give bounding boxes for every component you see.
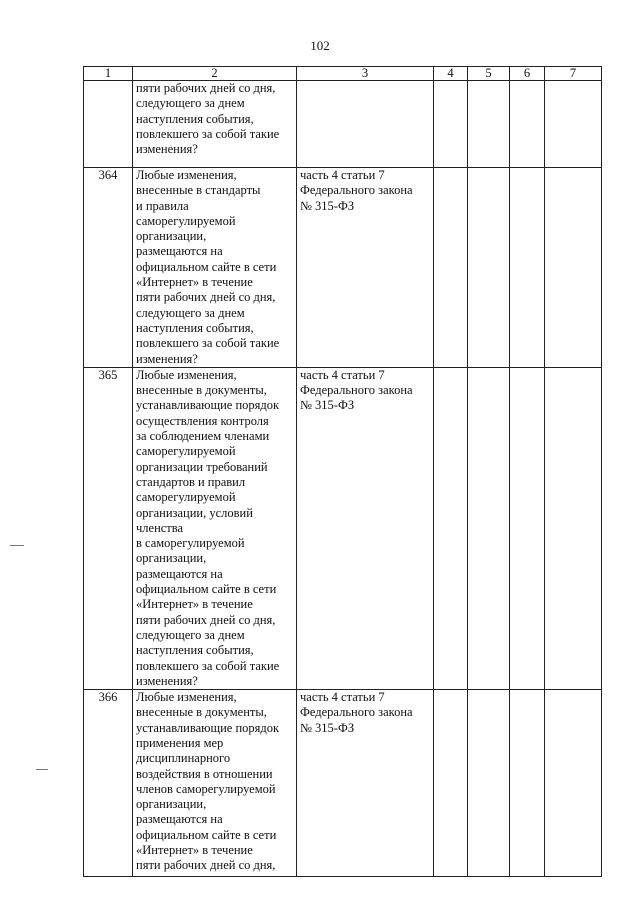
empty-cell: [510, 168, 545, 368]
requirement-line: за соблюдением членами: [136, 429, 270, 444]
legal-basis: [297, 81, 434, 168]
scan-edge-mark: [10, 545, 24, 546]
empty-cell: [468, 168, 510, 368]
requirement-line: Любые изменения,: [136, 690, 237, 705]
requirement-line: размещаются на: [136, 566, 223, 581]
requirement-line: официальном сайте в сети: [136, 582, 277, 597]
empty-cell: [510, 690, 545, 877]
legal-basis-line: часть 4 статьи 7: [300, 690, 385, 705]
column-header: 3: [297, 67, 434, 81]
legal-basis-line: № 315-ФЗ: [300, 720, 355, 735]
requirement-line: внесенные в стандарты: [136, 183, 261, 198]
requirement-line: пяти рабочих дней со дня,: [136, 612, 276, 627]
empty-cell: [545, 367, 602, 689]
requirement-line: организации требований: [136, 459, 268, 474]
empty-cell: [545, 168, 602, 368]
legal-basis: [297, 168, 434, 368]
column-header: 6: [510, 67, 545, 81]
requirement-line: воздействия в отношении: [136, 766, 273, 781]
requirement-line: следующего за днем: [136, 96, 245, 111]
empty-cell: [434, 690, 468, 877]
requirement-line: Любые изменения,: [136, 168, 237, 182]
requirement-line: «Интернет» в течение: [136, 597, 253, 612]
requirement-line: повлекшего за собой такие: [136, 658, 280, 673]
table-row: [84, 690, 602, 877]
requirement-line: и правила: [136, 198, 189, 213]
requirement-line: следующего за днем: [136, 627, 245, 642]
empty-cell: [468, 367, 510, 689]
requirement-line: официальном сайте в сети: [136, 827, 277, 842]
table-row: [84, 81, 602, 168]
requirement-line: применения мер: [136, 735, 224, 750]
table-row: [84, 367, 602, 689]
empty-cell: [434, 81, 468, 168]
requirement-text: [133, 81, 297, 168]
requirement-line: внесенные в документы,: [136, 383, 267, 398]
requirement-line: устанавливающие порядок: [136, 720, 280, 735]
empty-cell: [510, 81, 545, 168]
legal-basis-line: Федерального закона: [300, 705, 413, 720]
requirement-line: изменения?: [136, 142, 198, 157]
requirement-line: «Интернет» в течение: [136, 275, 253, 290]
empty-cell: [434, 168, 468, 368]
legal-basis-line: часть 4 статьи 7: [300, 168, 385, 182]
page-number: 102: [310, 38, 330, 53]
requirement-text: [133, 690, 297, 877]
empty-cell: [468, 690, 510, 877]
requirement-line: пяти рабочих дней со дня,: [136, 858, 276, 873]
requirement-line: повлекшего за собой такие: [136, 126, 280, 141]
requirement-line: саморегулируемой: [136, 444, 236, 459]
requirement-line: саморегулируемой: [136, 490, 236, 505]
requirement-line: изменения?: [136, 351, 198, 366]
row-number: 365: [84, 367, 133, 689]
requirement-line: размещаются на: [136, 812, 223, 827]
column-header: 4: [434, 67, 468, 81]
legal-basis: [297, 690, 434, 877]
requirement-line: пяти рабочих дней со дня,: [136, 290, 276, 305]
requirement-line: наступления события,: [136, 643, 254, 658]
requirement-line: изменения?: [136, 673, 198, 688]
legal-basis-line: № 315-ФЗ: [300, 398, 355, 413]
requirement-line: размещаются на: [136, 244, 223, 259]
requirement-line: «Интернет» в течение: [136, 843, 253, 858]
inspection-checklist-table: [83, 66, 602, 877]
empty-cell: [434, 367, 468, 689]
column-header: 5: [468, 67, 510, 81]
legal-basis: [297, 367, 434, 689]
table-row: [84, 168, 602, 368]
empty-cell: [545, 81, 602, 168]
requirement-line: организации,: [136, 797, 207, 812]
legal-basis-line: Федерального закона: [300, 383, 413, 398]
row-number: 366: [84, 690, 133, 877]
requirement-line: саморегулируемой: [136, 213, 236, 228]
requirement-line: членов саморегулируемой: [136, 781, 276, 796]
row-number: 364: [84, 168, 133, 368]
requirement-line: устанавливающие порядок: [136, 398, 280, 413]
requirement-line: стандартов и правил: [136, 474, 246, 489]
scan-edge-mark: [36, 769, 48, 770]
legal-basis-line: Федерального закона: [300, 183, 413, 198]
requirement-line: дисциплинарного: [136, 751, 231, 766]
requirement-line: Любые изменения,: [136, 367, 237, 382]
column-header: 1: [84, 67, 133, 81]
legal-basis-line: часть 4 статьи 7: [300, 367, 385, 382]
requirement-line: наступления события,: [136, 320, 254, 335]
empty-cell: [468, 81, 510, 168]
empty-cell: [545, 690, 602, 877]
requirement-line: наступления события,: [136, 111, 254, 126]
requirement-line: следующего за днем: [136, 305, 245, 320]
requirement-line: организации,: [136, 229, 207, 244]
requirement-line: официальном сайте в сети: [136, 259, 277, 274]
requirement-line: организации, условий: [136, 505, 253, 520]
requirement-line: в саморегулируемой: [136, 536, 245, 551]
legal-basis-line: № 315-ФЗ: [300, 198, 355, 213]
requirement-line: организации,: [136, 551, 207, 566]
requirement-text: [133, 168, 297, 368]
requirement-line: членства: [136, 520, 184, 535]
requirement-line: пяти рабочих дней со дня,: [136, 81, 276, 95]
requirement-line: повлекшего за собой такие: [136, 336, 280, 351]
requirement-line: внесенные в документы,: [136, 705, 267, 720]
requirement-text: [133, 367, 297, 689]
row-number: [84, 81, 133, 168]
column-header: 2: [133, 67, 297, 81]
column-header: 7: [545, 67, 602, 81]
empty-cell: [510, 367, 545, 689]
header-row: [84, 67, 602, 81]
requirement-line: осуществления контроля: [136, 413, 269, 428]
